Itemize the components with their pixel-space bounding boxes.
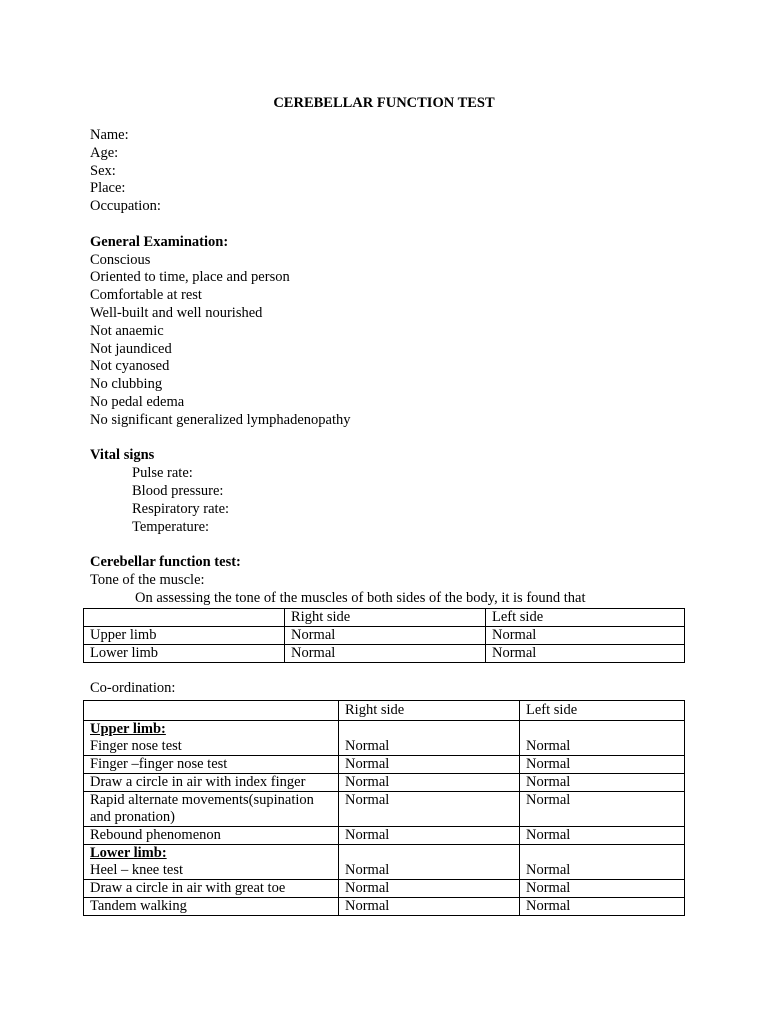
table-row bbox=[84, 827, 685, 845]
table-row bbox=[84, 792, 685, 827]
table-row bbox=[84, 626, 685, 644]
table-cell: Normal bbox=[520, 898, 685, 916]
table-header-cell: Right side bbox=[339, 701, 520, 721]
general-exam-item: Not jaundiced bbox=[90, 340, 172, 357]
table-cell: Upper limb bbox=[84, 626, 285, 644]
cerebellar-heading: Cerebellar function test: bbox=[90, 554, 241, 571]
table-cell: Normal bbox=[486, 644, 685, 662]
general-exam-item: Not anaemic bbox=[90, 322, 164, 339]
table-cell: Normal bbox=[526, 862, 571, 879]
tone-table bbox=[83, 608, 685, 663]
table-header-row bbox=[84, 701, 685, 721]
vital-sign-temperature: Temperature: bbox=[132, 518, 210, 535]
table-cell: Normal bbox=[285, 644, 486, 662]
table-cell: Normal bbox=[339, 898, 520, 916]
document-title: CEREBELLAR FUNCTION TEST bbox=[273, 95, 495, 111]
table-cell: Normal bbox=[526, 738, 571, 755]
general-exam-item: Comfortable at rest bbox=[90, 287, 202, 304]
upper-limb-subheading: Upper limb: bbox=[90, 721, 166, 738]
table-row bbox=[84, 845, 685, 880]
lower-limb-subheading: Lower limb: bbox=[90, 845, 167, 862]
table-cell: Heel – knee test bbox=[90, 862, 184, 879]
general-examination-heading: General Examination: bbox=[90, 233, 229, 250]
general-exam-item: No clubbing bbox=[90, 376, 163, 393]
table-cell: Draw a circle in air with index finger bbox=[84, 774, 339, 792]
table-row bbox=[84, 774, 685, 792]
vital-sign-blood-pressure: Blood pressure: bbox=[132, 482, 224, 499]
table-cell: Normal bbox=[339, 774, 520, 792]
patient-field-age: Age: bbox=[90, 144, 119, 161]
table-cell: Rapid alternate movements(supination and pronation) bbox=[84, 792, 339, 827]
table-cell: Finger –finger nose test bbox=[84, 756, 339, 774]
table-cell: Finger nose test bbox=[90, 738, 182, 755]
table-header-cell: Right side bbox=[285, 608, 486, 626]
vital-signs-heading: Vital signs bbox=[90, 447, 155, 464]
table-row bbox=[84, 644, 685, 662]
tone-label: Tone of the muscle: bbox=[90, 571, 205, 588]
table-header-cell: Left side bbox=[520, 701, 685, 721]
table-cell: Normal bbox=[520, 774, 685, 792]
table-cell: Normal bbox=[520, 792, 685, 827]
tone-intro: On assessing the tone of the muscles of both sides of the body, it is found that bbox=[135, 589, 586, 606]
table-cell: Normal bbox=[520, 880, 685, 898]
table-cell: Normal bbox=[345, 862, 390, 879]
patient-field-sex: Sex: bbox=[90, 162, 116, 179]
general-exam-item: Conscious bbox=[90, 251, 151, 268]
coordination-label: Co-ordination: bbox=[90, 680, 176, 697]
table-row bbox=[84, 880, 685, 898]
document-page bbox=[90, 95, 690, 916]
table-cell: Normal bbox=[345, 738, 390, 755]
table-cell: Lower limb bbox=[84, 644, 285, 662]
patient-field-place: Place: bbox=[90, 180, 126, 197]
table-cell: Normal bbox=[520, 756, 685, 774]
table-cell: Normal bbox=[520, 827, 685, 845]
vital-sign-respiratory-rate: Respiratory rate: bbox=[132, 500, 230, 517]
patient-field-name: Name: bbox=[90, 127, 129, 143]
general-exam-item: No pedal edema bbox=[90, 393, 185, 410]
patient-fields bbox=[90, 127, 690, 216]
table-cell: Normal bbox=[339, 880, 520, 898]
table-header-cell bbox=[84, 701, 339, 721]
table-cell: Normal bbox=[486, 626, 685, 644]
general-exam-item: No significant generalized lymphadenopathy bbox=[90, 411, 351, 428]
vital-signs-section bbox=[90, 447, 690, 536]
general-examination-section bbox=[90, 234, 690, 430]
table-cell: Draw a circle in air with great toe bbox=[84, 880, 339, 898]
table-cell: Normal bbox=[339, 756, 520, 774]
table-header-cell bbox=[84, 608, 285, 626]
table-row bbox=[84, 898, 685, 916]
table-row bbox=[84, 721, 685, 756]
table-header-row bbox=[84, 608, 685, 626]
cerebellar-function-section bbox=[90, 554, 690, 916]
table-cell: Normal bbox=[339, 792, 520, 827]
coordination-table bbox=[83, 700, 685, 916]
table-cell: Normal bbox=[339, 827, 520, 845]
general-exam-item: Not cyanosed bbox=[90, 358, 170, 375]
vital-sign-pulse-rate: Pulse rate: bbox=[132, 465, 193, 482]
table-cell: Rebound phenomenon bbox=[84, 827, 339, 845]
general-exam-item: Well-built and well nourished bbox=[90, 304, 263, 321]
table-header-cell: Left side bbox=[486, 608, 685, 626]
general-exam-item: Oriented to time, place and person bbox=[90, 269, 290, 286]
table-cell: Normal bbox=[285, 626, 486, 644]
table-row bbox=[84, 756, 685, 774]
table-cell: Tandem walking bbox=[84, 898, 339, 916]
patient-field-occupation: Occupation: bbox=[90, 198, 161, 215]
